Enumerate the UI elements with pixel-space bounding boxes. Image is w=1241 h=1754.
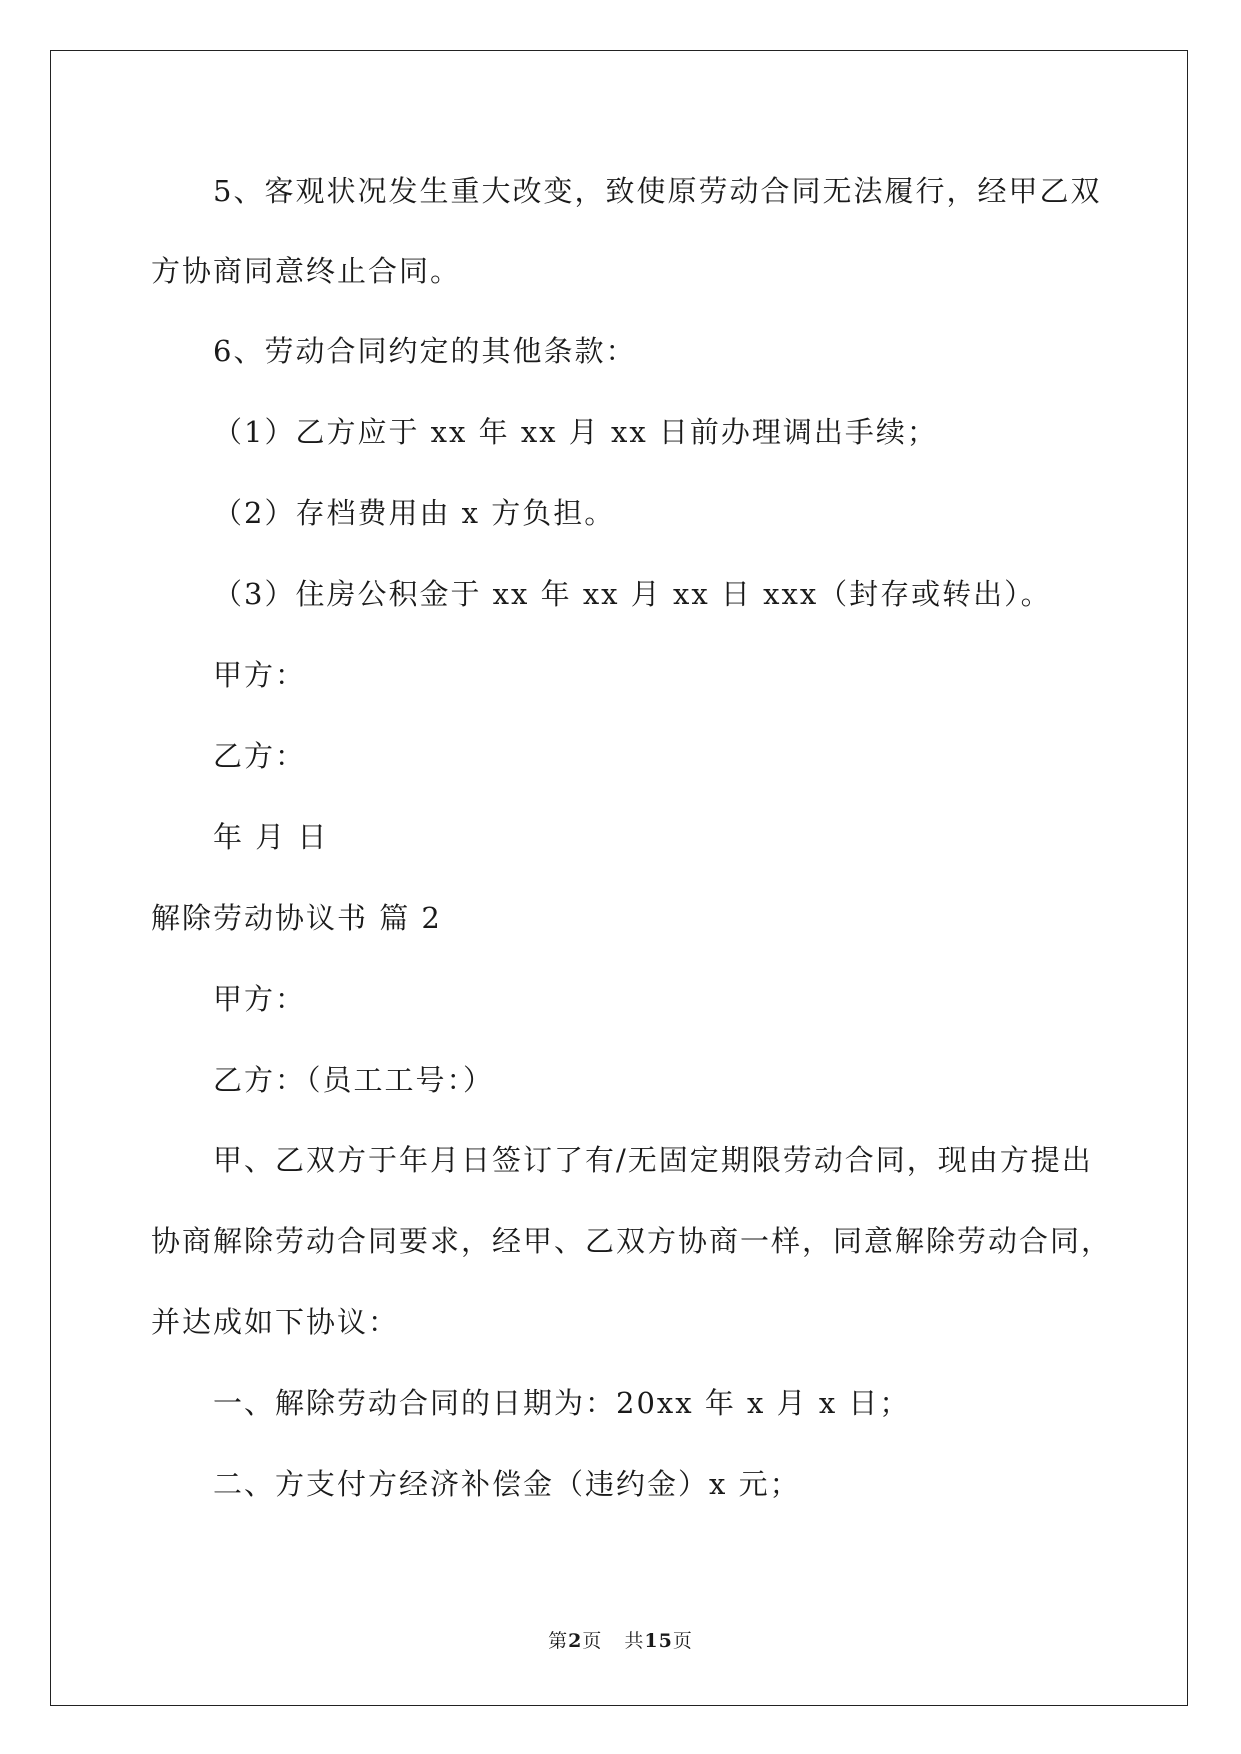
paragraph-line: 协商解除劳动合同要求，经甲、乙双方协商一样，同意解除劳动合同， (151, 1224, 1113, 1258)
paragraph-line: 并达成如下协议： (151, 1305, 400, 1339)
footer-total-pages: 15 (644, 1630, 673, 1652)
page-border (50, 50, 1188, 1706)
party-b-label: 乙方： (213, 739, 307, 773)
paragraph-line: 甲、乙双方于年月日签订了有/无固定期限劳动合同，现由方提出 (213, 1143, 1093, 1177)
paragraph-line: （2）存档费用由 x 方负担。 (213, 496, 616, 530)
party-a-label: 甲方： (213, 658, 307, 692)
date-line: 年 月 日 (213, 820, 329, 854)
footer-page-number: 2 (568, 1630, 583, 1652)
paragraph-line: （1）乙方应于 xx 年 xx 月 xx 日前办理调出手续； (213, 415, 938, 449)
paragraph-line: 二、方支付方经济补偿金（违约金）x 元； (213, 1467, 801, 1501)
footer-total-prefix: 共 (624, 1630, 645, 1652)
paragraph-line: 6、劳动合同约定的其他条款： (213, 334, 637, 368)
paragraph-line: （3）住房公积金于 xx 年 xx 月 xx 日 xxx（封存或转出）。 (213, 577, 1052, 611)
page-footer (0, 1628, 1241, 1654)
party-a-label: 甲方： (213, 982, 307, 1016)
footer-prefix: 第 (548, 1630, 569, 1652)
footer-total-suffix: 页 (672, 1630, 693, 1652)
footer-page-suffix: 页 (582, 1630, 603, 1652)
section-heading: 解除劳动协议书 篇 2 (151, 901, 442, 935)
party-b-label: 乙方：（员工工号：） (213, 1063, 495, 1097)
paragraph-line: 5、客观状况发生重大改变，致使原劳动合同无法履行，经甲乙双 (213, 174, 1102, 208)
paragraph-line: 一、解除劳动合同的日期为：20xx 年 x 月 x 日； (213, 1386, 911, 1420)
paragraph-line: 方协商同意终止合同。 (151, 254, 462, 288)
